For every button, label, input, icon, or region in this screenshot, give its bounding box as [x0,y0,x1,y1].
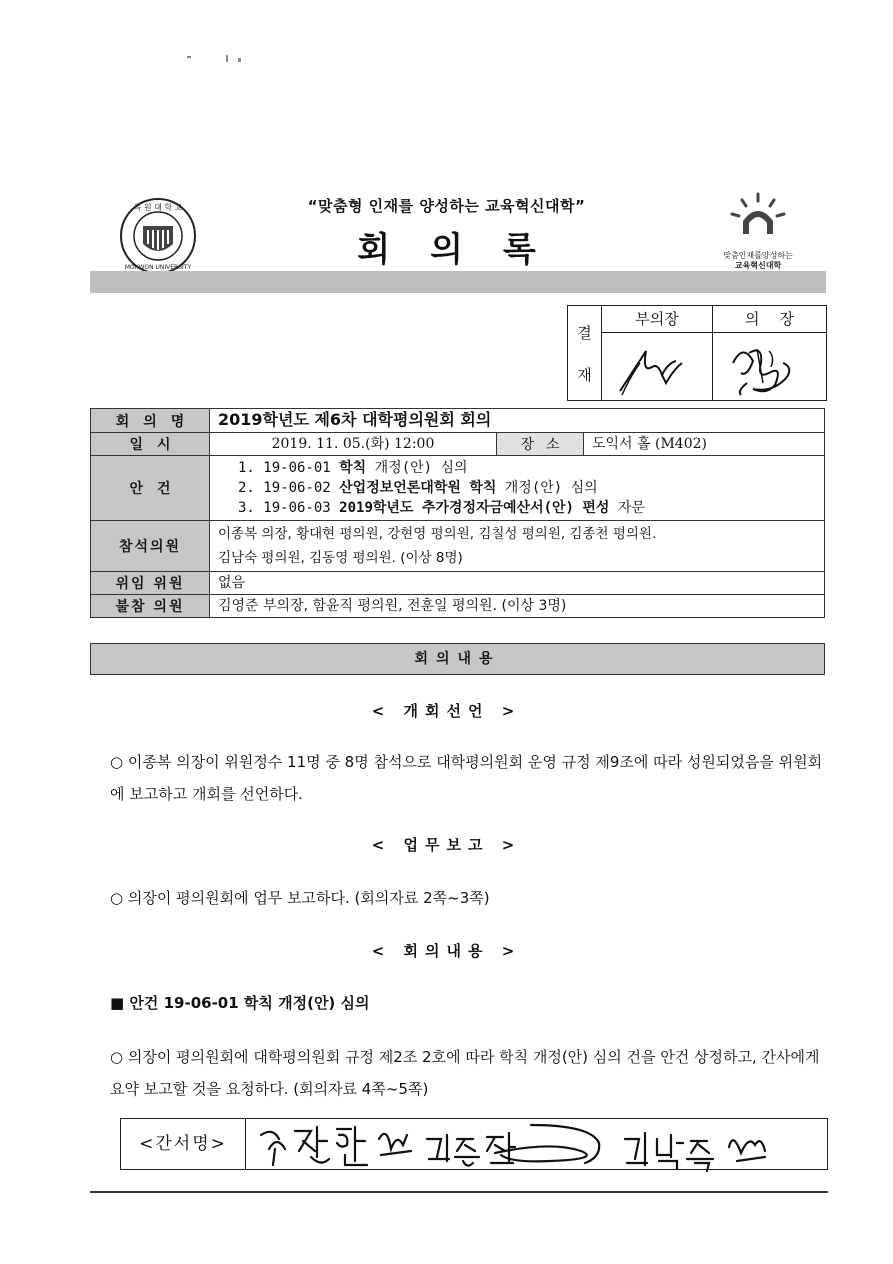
vice-chair-signature [602,333,713,400]
secretary-signature-box [120,1118,828,1170]
slogan: “맞춤형 인재를 양성하는 교육혁신대학” [307,197,586,215]
table-row [91,572,825,595]
attendees-line: 이종복 의장, 황대현 평의원, 강현영 평의원, 김칠성 평의원, 김종천 평의원. [218,526,657,542]
svg-text:목 원 대 학 교: 목 원 대 학 교 [133,203,183,212]
agenda-heading: ■ 안건 19-06-01 학칙 개정(안) 심의 [110,994,370,1012]
section-report-title: < 업무보고 > [371,836,522,854]
delegated-value: 없음 [210,572,825,595]
approval-box [567,305,827,401]
chair-signature [713,333,826,400]
datetime-label: 일시 [91,433,210,456]
table-row [91,521,825,572]
attendees-label: 참석의원 [91,521,210,572]
scan-artifact [238,58,241,62]
table-row [91,433,825,456]
approval-col-vice-chair: 부의장 [602,306,713,333]
section-content-title: < 회의내용 > [371,942,522,960]
agenda-discussion-text: ○ 의장이 평의원회에 대학평의원회 규정 제2조 2호에 따라 학칙 개정(안) 심의 건을 안건 상정하고, 간사에게 요약 보고할 것을 요청하다. (회의자료 4쪽~5쪽) [110,1048,820,1098]
place-value: 도익서 홀 (M402) [584,433,825,456]
meeting-name: 2019학년도 제6차 대학평의원회 회의 [218,410,492,429]
table-row [91,456,825,521]
table-row [91,595,825,618]
section-opening-title: < 개회선언 > [371,702,522,720]
approval-label-bottom: 재 [577,366,592,384]
approval-col-chair: 의장 [713,306,826,333]
delegated-label: 위임 위원 [91,572,210,595]
section-opening-text: ○ 이종복 의장이 위원정수 11명 중 8명 참석으로 대학평의원회 운영 규정 제9조에 따라 성원되었음을 위원회에 보고하고 개회를 선언하다. [110,753,823,803]
scan-artifact [187,56,191,58]
agenda-item: 2. 19-06-02 산업정보언론대학원 학칙 개정(안) 심의 [238,480,598,496]
absent-value: 김영준 부의장, 함윤직 평의원, 전훈일 평의원. (이상 3명) [210,595,825,618]
approval-label-top: 결 [577,324,592,342]
bottom-rule [90,1191,828,1193]
section-report-text: ○ 의장이 평의원회에 업무 보고하다. (회의자료 2쪽~3쪽) [110,889,490,907]
attendees-value [210,521,825,572]
attendees-line: 김남숙 평의원, 김동영 평의원. (이상 8명) [218,550,463,566]
title-divider-bar [90,271,826,293]
meeting-name-label: 회의명 [91,409,210,433]
absent-label: 불참 의원 [91,595,210,618]
signature-label: <간서명> [121,1119,246,1169]
datetime-value: 2019. 11. 05.(화) 12:00 [210,433,497,456]
place-label: 장소 [497,433,584,456]
agenda-label: 안건 [91,456,210,521]
scan-artifact [226,55,228,62]
handwritten-signatures [251,1105,821,1175]
page-title: 회의록 [357,230,576,270]
agenda-item: 1. 19-06-01 학칙 개정(안) 심의 [238,460,468,476]
logo-caption-bold: 교육혁신대학 [734,261,782,270]
table-row [91,409,825,433]
agenda-item: 3. 19-06-03 2019학년도 추가경정자금예산서(안) 편성 자문 [238,500,645,516]
agenda-list [210,456,825,521]
content-header-bar: 회의내용 [90,643,825,675]
approval-label [568,306,602,400]
svg-text:MOKWON UNIVERSITY: MOKWON UNIVERSITY [124,264,192,271]
meeting-info-table [90,408,825,618]
meeting-name-value [210,409,825,433]
logo-caption: 맞춤인재를양성하는 [723,251,793,260]
